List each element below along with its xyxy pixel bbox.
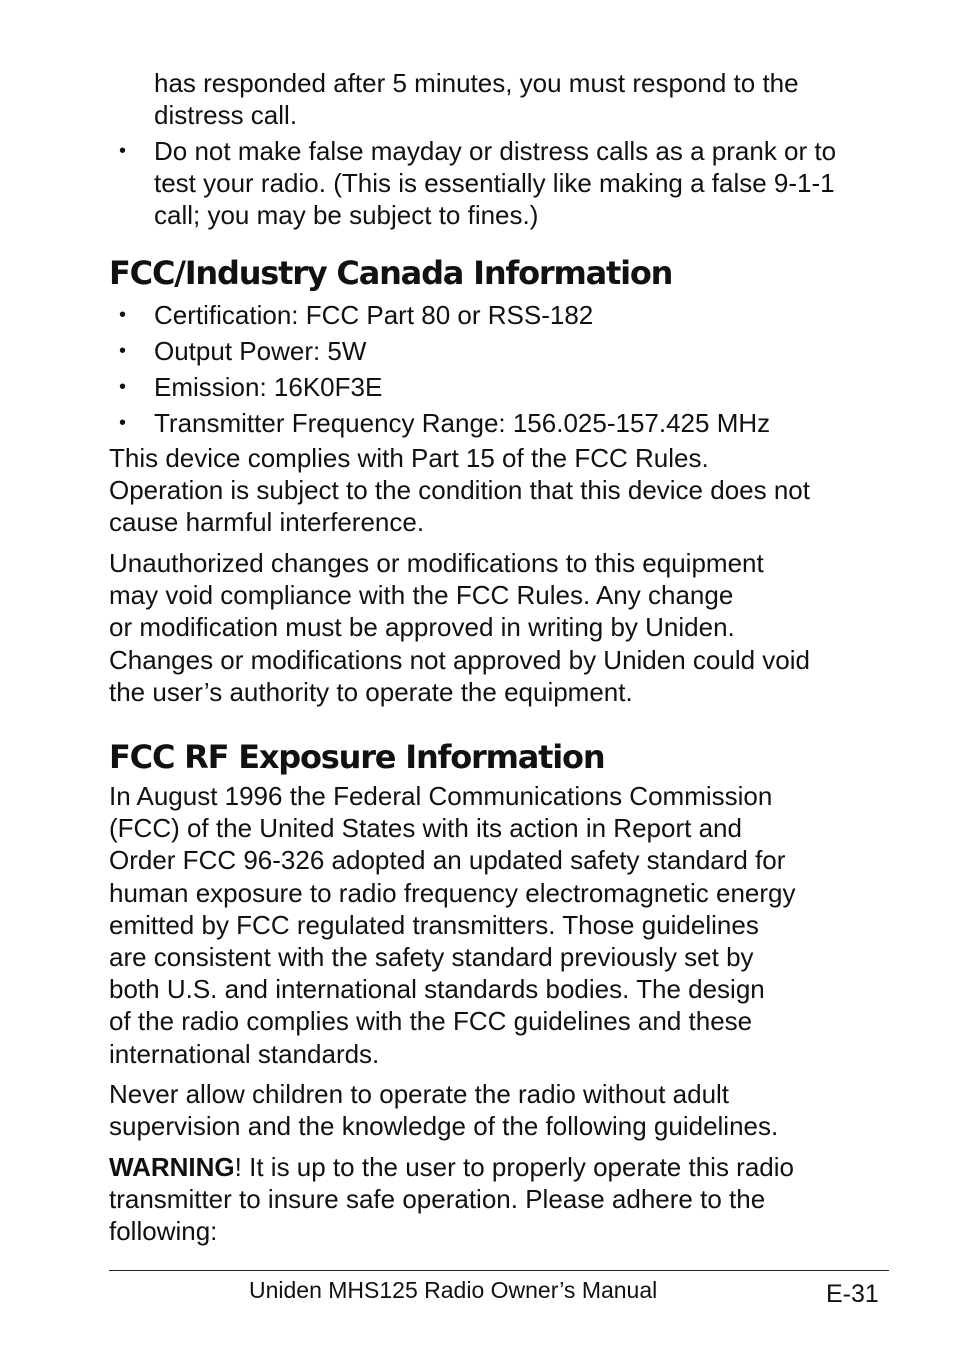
text-line: Order FCC 96-326 adopted an updated safety standard for bbox=[109, 845, 786, 876]
list-item-text: Certification: FCC Part 80 or RSS-182 bbox=[154, 300, 594, 330]
bullet-marker: • bbox=[119, 140, 127, 162]
list-item-text: Transmitter Frequency Range: 156.025-157.425 MHz bbox=[154, 408, 771, 438]
intro-continuation bbox=[154, 67, 799, 131]
text-line: has responded after 5 minutes, you must respond to the bbox=[154, 68, 799, 98]
text-line: of the radio complies with the FCC guidelines and these bbox=[109, 1006, 753, 1037]
text-line: both U.S. and international standards bodies. The design bbox=[109, 974, 765, 1005]
text-line: distress call. bbox=[154, 100, 298, 131]
bullet-marker: • bbox=[119, 376, 127, 398]
text-line: may void compliance with the FCC Rules. Any change bbox=[109, 580, 734, 611]
warning-text: ! It is up to the user to properly operate this radio bbox=[234, 1152, 794, 1182]
rf-history-paragraph bbox=[109, 780, 796, 1070]
text-line: Never allow children to operate the radio without adult bbox=[109, 1079, 730, 1109]
text-line: This device complies with Part 15 of the FCC Rules. bbox=[109, 443, 709, 473]
text-line: or modification must be approved in writing by Uniden. bbox=[109, 612, 735, 643]
text-line: international standards. bbox=[109, 1038, 380, 1069]
text-line: Operation is subject to the condition that this device does not bbox=[109, 475, 810, 506]
text-line: human exposure to radio frequency electromagnetic energy bbox=[109, 877, 796, 908]
list-item-text bbox=[154, 135, 836, 232]
footer-divider bbox=[109, 1270, 889, 1271]
children-supervision-paragraph bbox=[109, 1078, 778, 1142]
text-line: In August 1996 the Federal Communications Commission bbox=[109, 781, 773, 811]
section-heading-fcc-industry-canada: FCC/Industry Canada Information bbox=[109, 254, 673, 292]
bullet-marker: • bbox=[119, 412, 127, 434]
text-line: call; you may be subject to fines.) bbox=[154, 200, 539, 231]
bullet-marker: • bbox=[119, 340, 127, 362]
text-line: emitted by FCC regulated transmitters. Those guidelines bbox=[109, 909, 759, 940]
text-line: cause harmful interference. bbox=[109, 507, 425, 538]
list-item-text: Emission: 16K0F3E bbox=[154, 372, 383, 402]
warning-label: WARNING bbox=[109, 1152, 235, 1182]
bullet-marker: • bbox=[119, 304, 127, 326]
compliance-paragraph bbox=[109, 442, 810, 539]
text-line: transmitter to insure safe operation. Please adhere to the bbox=[109, 1184, 766, 1215]
page-number: E-31 bbox=[826, 1280, 879, 1308]
section-heading-fcc-rf-exposure: FCC RF Exposure Information bbox=[109, 738, 605, 776]
text-line: Changes or modifications not approved by Uniden could void bbox=[109, 644, 810, 675]
text-line: Do not make false mayday or distress calls as a prank or to bbox=[154, 136, 837, 166]
text-line: Unauthorized changes or modifications to this equipment bbox=[109, 548, 764, 578]
text-line: the user’s authority to operate the equipment. bbox=[109, 676, 633, 707]
unauthorized-changes-paragraph bbox=[109, 547, 810, 708]
text-line: supervision and the knowledge of the following guidelines. bbox=[109, 1111, 779, 1142]
text-line: test your radio. (This is essentially like making a false 9-1-1 bbox=[154, 168, 835, 199]
text-line bbox=[109, 1151, 794, 1183]
text-line: following: bbox=[109, 1216, 218, 1247]
footer-manual-title: Uniden MHS125 Radio Owner’s Manual bbox=[249, 1277, 658, 1303]
list-item-text: Output Power: 5W bbox=[154, 336, 367, 366]
text-line: are consistent with the safety standard previously set by bbox=[109, 942, 754, 973]
warning-paragraph bbox=[109, 1151, 794, 1248]
text-line: (FCC) of the United States with its action in Report and bbox=[109, 813, 742, 844]
